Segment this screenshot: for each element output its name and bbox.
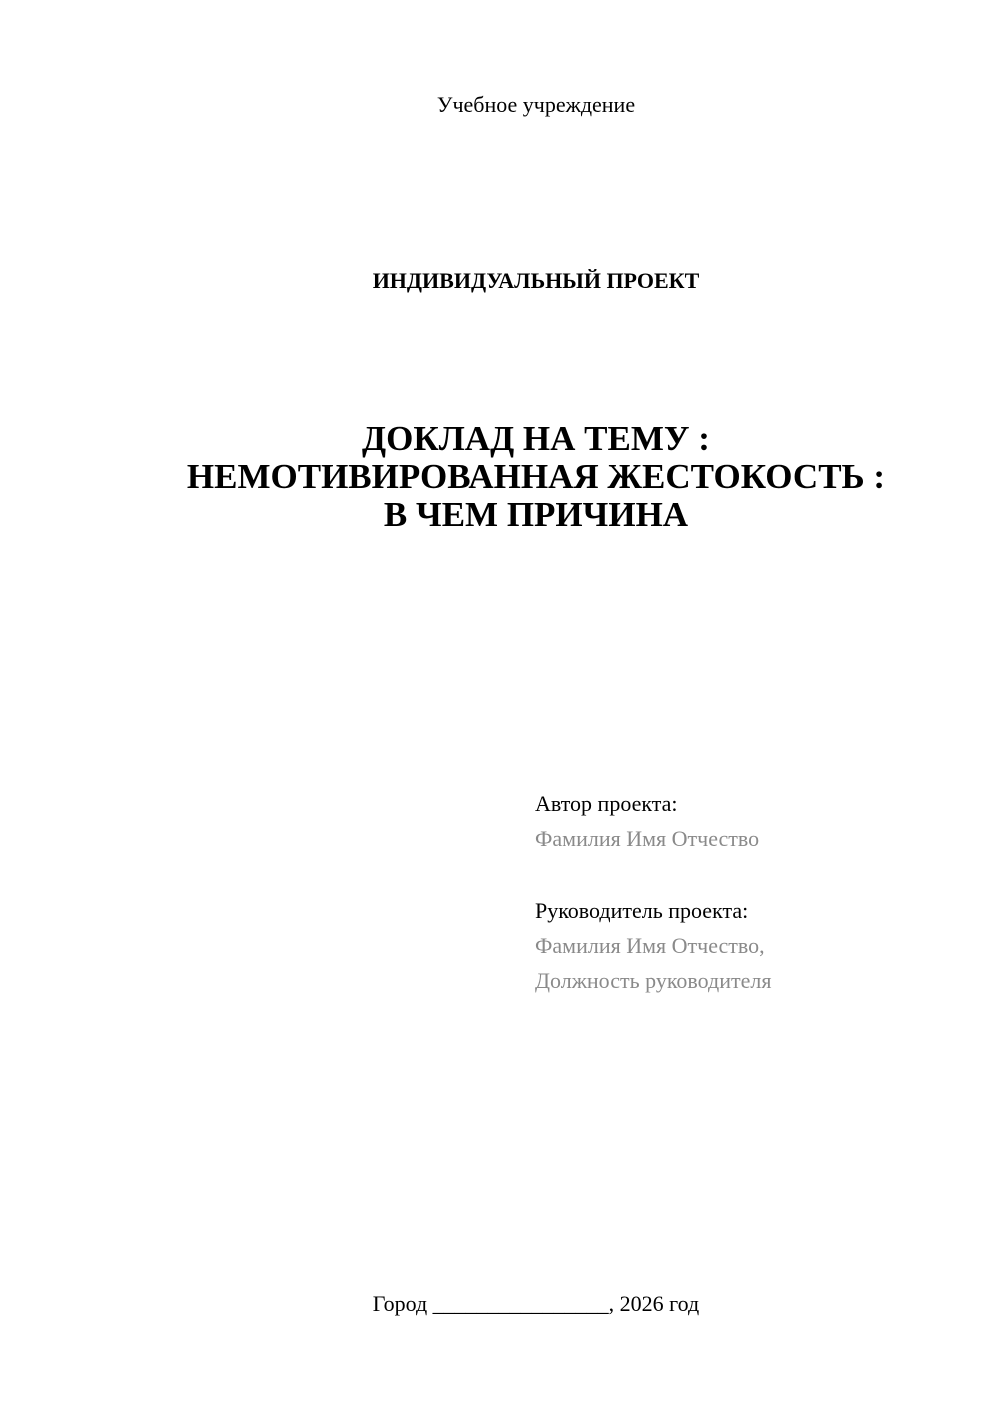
project-type-heading: ИНДИВИДУАЛЬНЫЙ ПРОЕКТ (372, 268, 700, 293)
title-line-1: ДОКЛАД НА ТЕМУ : (362, 419, 710, 458)
institution-name: Учебное учреждение (436, 92, 636, 117)
supervisor-block (535, 893, 771, 998)
supervisor-label: Руководитель проекта: (535, 898, 749, 923)
supervisor-name: Фамилия Имя Отчество, (535, 933, 765, 958)
author-label: Автор проекта: (535, 791, 678, 816)
report-title (0, 420, 1000, 534)
title-line-2: НЕМОТИВИРОВАННАЯ ЖЕСТОКОСТЬ : (186, 457, 886, 496)
city-year-footer: Город ________________, 2026 год (372, 1291, 700, 1316)
title-line-3: В ЧЕМ ПРИЧИНА (383, 495, 689, 534)
supervisor-position: Должность руководителя (535, 968, 772, 993)
author-block (535, 786, 759, 856)
author-name: Фамилия Имя Отчество (535, 826, 760, 851)
